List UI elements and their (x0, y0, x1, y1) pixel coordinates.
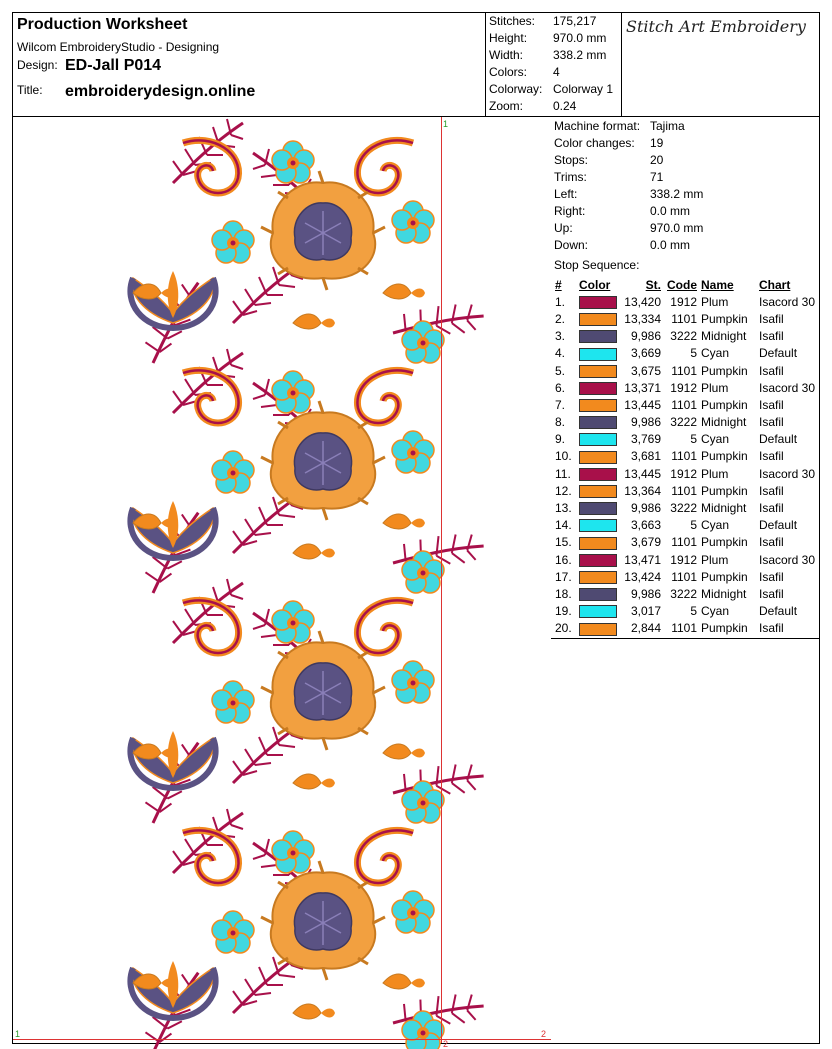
marker-top: 1 (443, 119, 449, 129)
table-row (553, 551, 817, 568)
color-swatch (577, 293, 619, 310)
stitch-count: 3,017 (630, 604, 661, 619)
table-row (553, 414, 817, 431)
table-row (553, 499, 817, 516)
design-label: Design: (17, 58, 58, 72)
stitch-count: 3,679 (630, 535, 661, 550)
stop-number: 12. (555, 483, 572, 498)
thread-color-swatch (579, 571, 617, 584)
color-swatch (577, 362, 619, 379)
thread-color-swatch (579, 537, 617, 550)
col-number: # (555, 277, 562, 292)
thread-name: Pumpkin (701, 621, 748, 636)
thread-code: 3222 (670, 415, 697, 430)
table-row (553, 534, 817, 551)
thread-chart: Isafil (759, 621, 784, 636)
stop-number: 10. (555, 449, 572, 464)
thread-color-swatch (579, 605, 617, 618)
stop-number: 5. (555, 363, 566, 378)
thread-name: Plum (701, 294, 729, 309)
stitch-count: 9,986 (630, 501, 661, 516)
thread-chart: Isacord 30 (759, 552, 816, 567)
thread-code: 5 (690, 604, 697, 619)
stitch-count: 13,471 (624, 552, 661, 567)
thread-name: Pumpkin (701, 535, 748, 550)
summary-height: Height: 970.0 mm (489, 31, 607, 45)
color-swatch (577, 414, 619, 431)
table-row (553, 568, 817, 585)
thread-color-swatch (579, 313, 617, 326)
color-swatch (577, 379, 619, 396)
stitch-count: 3,681 (630, 449, 661, 464)
thread-color-swatch (579, 296, 617, 309)
thread-chart: Isafil (759, 363, 784, 378)
thread-chart: Isafil (759, 535, 784, 550)
worksheet-title: Production Worksheet (17, 16, 188, 33)
boundary-line-horizontal (13, 1039, 551, 1040)
stop-sequence-table (553, 276, 817, 637)
stop-number: 7. (555, 397, 566, 412)
thread-code: 1101 (671, 621, 697, 636)
thread-name: Pumpkin (701, 397, 748, 412)
thread-code: 5 (690, 346, 697, 361)
table-row (553, 620, 817, 637)
color-swatch (577, 328, 619, 345)
marker-bottom-left: 1 (15, 1029, 21, 1039)
thread-chart: Isafil (759, 483, 784, 498)
thread-color-swatch (579, 623, 617, 636)
col-chart: Chart (759, 277, 791, 292)
thread-color-swatch (579, 519, 617, 532)
thread-name: Cyan (701, 346, 730, 361)
color-swatch (577, 585, 619, 602)
table-row (553, 396, 817, 413)
table-row (553, 448, 817, 465)
color-swatch (577, 534, 619, 551)
color-swatch (577, 482, 619, 499)
thread-code: 1912 (670, 466, 697, 481)
thread-chart: Isacord 30 (759, 380, 816, 395)
thread-code: 1912 (670, 294, 697, 309)
thread-name: Midnight (701, 586, 747, 601)
thread-code: 3222 (670, 501, 697, 516)
machine-details: Machine format: Tajima Color changes: 19 Stops: 20 Trims: 71 Left: 338.2 mm Right: 0.0 mm Up: 970.0 mm Down: 0.0 mm Stop Sequence: # Color St. Code Name Chart 1. 13,420 1912 Plum Isacord 30 2. 13,334 1101 Pumpkin Isafil 3. 9,986 3222 Midnight Isafil 4. 3,669 5 Cyan Default 5. 3,675 1101 Pumpkin Isafil 6. 13,371 1912 Plum Isacord 30 7. 13,445 1101 Pumpkin Isafil 8. 9,986 3222 Midnight Isafil 9. 3,769 5 Cyan Default 10. 3,681 1101 Pumpkin Isafil 11. 13,445 1912 Plum Isacord 30 12. 13,364 1101 Pumpkin Isafil 13. 9,986 3222 Midnight Isafil 14. 3,663 5 Cyan Default 15. 3,679 1101 Pumpkin Isafil 16. 13,471 1912 Plum Isacord 30 17. 13,424 1101 Pumpkin Isafil 18. 9,986 3222 Midnight Isafil 19. 3,017 5 Cyan Default 20. 2,844 1101 Pumpkin Isafil (551, 117, 819, 639)
thread-color-swatch (579, 365, 617, 378)
title-label: Title: (17, 83, 43, 97)
thread-name: Plum (701, 466, 729, 481)
stop-number: 6. (555, 380, 566, 395)
production-worksheet (12, 12, 820, 1049)
stitch-count: 3,669 (630, 346, 661, 361)
stop-number: 16. (555, 552, 572, 567)
stitch-count: 13,420 (624, 294, 661, 309)
table-row (553, 517, 817, 534)
table-row (553, 465, 817, 482)
embroidery-pattern (13, 117, 551, 1043)
thread-name: Midnight (701, 501, 747, 516)
thread-code: 3222 (670, 586, 697, 601)
stitch-count: 9,986 (630, 329, 661, 344)
stop-number: 8. (555, 415, 566, 430)
software-name: Wilcom EmbroideryStudio - Designing (17, 40, 220, 54)
thread-chart: Isafil (759, 329, 784, 344)
color-swatch (577, 499, 619, 516)
stop-number: 17. (555, 569, 572, 584)
thread-chart: Isafil (759, 415, 784, 430)
header-info (13, 13, 486, 117)
thread-color-swatch (579, 588, 617, 601)
design-title: embroiderydesign.online (65, 83, 256, 100)
thread-chart: Isacord 30 (759, 294, 816, 309)
boundary-line-vertical (441, 117, 442, 1043)
color-swatch (577, 396, 619, 413)
design-preview (13, 117, 551, 1049)
color-swatch (577, 448, 619, 465)
brand-logo-text: Stitch Art Embroidery (626, 17, 806, 36)
color-swatch (577, 465, 619, 482)
stop-number: 18. (555, 586, 572, 601)
color-swatch (577, 568, 619, 585)
thread-code: 3222 (670, 329, 697, 344)
stitch-count: 3,769 (630, 432, 661, 447)
thread-code: 1101 (671, 535, 697, 550)
thread-name: Midnight (701, 329, 747, 344)
stop-number: 20. (555, 621, 572, 636)
thread-name: Cyan (701, 604, 730, 619)
thread-code: 1101 (671, 363, 697, 378)
summary-zoom: Zoom: 0.24 (489, 99, 577, 113)
thread-color-swatch (579, 433, 617, 446)
thread-color-swatch (579, 502, 617, 515)
thread-chart: Isafil (759, 311, 784, 326)
color-swatch (577, 310, 619, 327)
summary-colorway: Colorway: Colorway 1 (489, 82, 614, 96)
thread-code: 1101 (671, 397, 697, 412)
stitch-count: 13,424 (624, 569, 661, 584)
col-code: Code (667, 277, 697, 292)
summary-colors: Colors: 4 (489, 65, 560, 79)
thread-chart: Default (759, 604, 798, 619)
stop-table-header (553, 276, 817, 293)
table-row (553, 482, 817, 499)
thread-color-swatch (579, 468, 617, 481)
stitch-count: 13,445 (624, 466, 661, 481)
thread-name: Plum (701, 552, 729, 567)
stitch-count: 13,371 (624, 380, 661, 395)
thread-chart: Isafil (759, 397, 784, 412)
thread-name: Cyan (701, 518, 730, 533)
thread-chart: Default (759, 346, 798, 361)
thread-chart: Default (759, 432, 798, 447)
marker-bottom-mid: 2 (443, 1039, 449, 1049)
thread-code: 1101 (671, 311, 697, 326)
thread-name: Cyan (701, 432, 730, 447)
thread-color-swatch (579, 382, 617, 395)
table-row (553, 603, 817, 620)
thread-name: Plum (701, 380, 729, 395)
summary-width: Width: 338.2 mm (489, 48, 607, 62)
thread-name: Pumpkin (701, 449, 748, 464)
thread-chart: Isafil (759, 501, 784, 516)
stitch-count: 13,334 (624, 311, 661, 326)
stop-number: 11. (555, 466, 571, 481)
thread-name: Pumpkin (701, 569, 748, 584)
thread-code: 5 (690, 432, 697, 447)
thread-color-swatch (579, 485, 617, 498)
thread-name: Pumpkin (701, 363, 748, 378)
table-row (553, 585, 817, 602)
table-row (553, 431, 817, 448)
color-swatch (577, 431, 619, 448)
thread-name: Pumpkin (701, 311, 748, 326)
brand-panel (622, 13, 819, 117)
thread-color-swatch (579, 348, 617, 361)
stop-number: 13. (555, 501, 572, 516)
marker-bottom-right: 2 (541, 1029, 547, 1039)
thread-color-swatch (579, 330, 617, 343)
thread-chart: Isacord 30 (759, 466, 816, 481)
thread-chart: Isafil (759, 449, 784, 464)
stop-number: 4. (555, 346, 566, 361)
color-swatch (577, 517, 619, 534)
thread-color-swatch (579, 399, 617, 412)
stitch-count: 2,844 (630, 621, 661, 636)
summary-panel (486, 13, 622, 117)
table-row (553, 362, 817, 379)
stitch-count: 3,663 (630, 518, 661, 533)
thread-color-swatch (579, 554, 617, 567)
thread-chart: Isafil (759, 586, 784, 601)
color-swatch (577, 551, 619, 568)
design-name: ED-Jall P014 (65, 57, 162, 74)
table-row (553, 310, 817, 327)
thread-code: 1912 (670, 552, 697, 567)
stitch-count: 9,986 (630, 586, 661, 601)
stitch-count: 13,364 (624, 483, 661, 498)
thread-code: 1912 (670, 380, 697, 395)
color-swatch (577, 345, 619, 362)
table-row (553, 328, 817, 345)
thread-chart: Default (759, 518, 798, 533)
thread-name: Midnight (701, 415, 747, 430)
thread-name: Pumpkin (701, 483, 748, 498)
table-row (553, 345, 817, 362)
stitch-count: 9,986 (630, 415, 661, 430)
col-color: Color (579, 277, 611, 292)
col-stitches: St. (645, 277, 661, 292)
thread-chart: Isafil (759, 569, 784, 584)
stop-number: 9. (555, 432, 566, 447)
color-swatch (577, 603, 619, 620)
stop-number: 14. (555, 518, 572, 533)
stop-number: 19. (555, 604, 572, 619)
color-swatch (577, 620, 619, 637)
summary-stitches: Stitches: 175,217 (489, 14, 597, 28)
thread-code: 1101 (671, 569, 697, 584)
thread-color-swatch (579, 416, 617, 429)
table-row (553, 379, 817, 396)
stop-number: 15. (555, 535, 572, 550)
thread-code: 1101 (671, 449, 697, 464)
stop-sequence-heading: Stop Sequence: (554, 258, 640, 272)
thread-code: 5 (690, 518, 697, 533)
stop-number: 3. (555, 329, 566, 344)
stop-number: 1. (555, 294, 566, 309)
thread-code: 1101 (671, 483, 697, 498)
stitch-count: 13,445 (624, 397, 661, 412)
thread-color-swatch (579, 451, 617, 464)
stitch-count: 3,675 (630, 363, 661, 378)
table-row (553, 293, 817, 310)
stop-number: 2. (555, 311, 566, 326)
col-name: Name (701, 277, 734, 292)
